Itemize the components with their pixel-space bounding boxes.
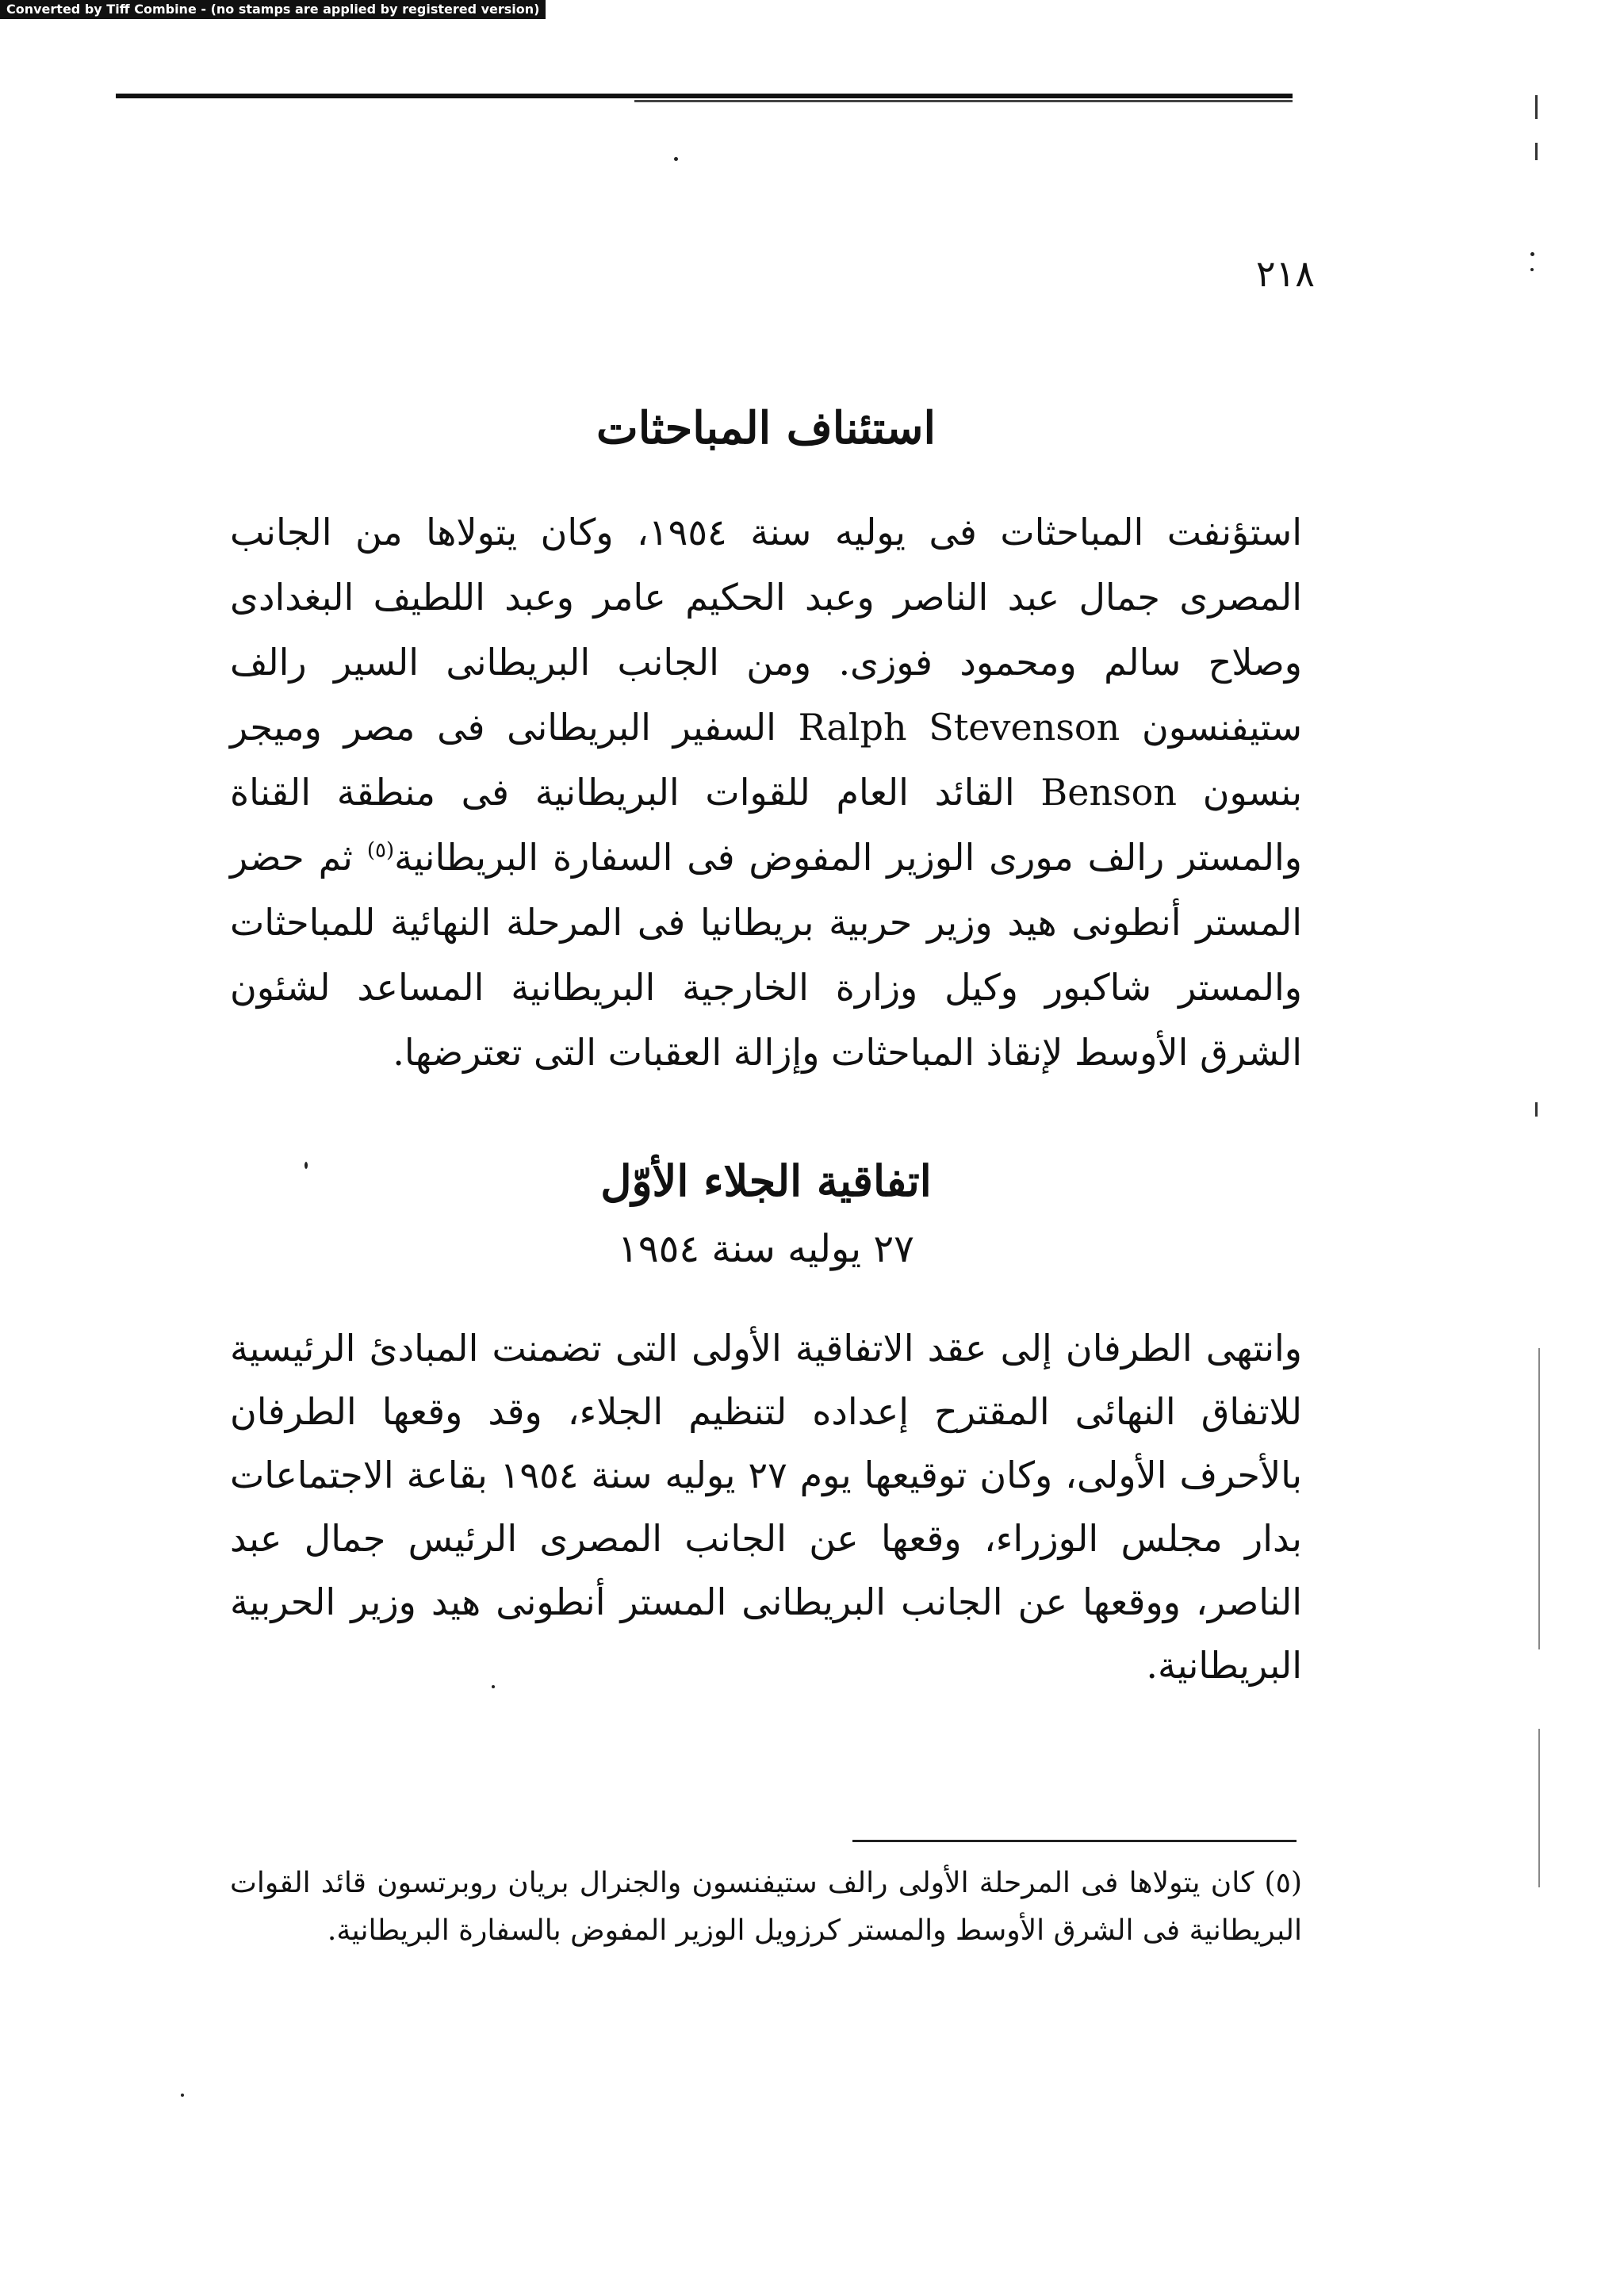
- footnote-separator: [852, 1840, 1297, 1842]
- scan-edge-mark: [1535, 95, 1538, 119]
- page-number: ٢١٨: [1255, 252, 1315, 295]
- scan-edge-mark: [1535, 1102, 1538, 1117]
- scan-speck: [181, 2094, 184, 2097]
- paragraph-text-part-3: القائد العام للقوات البريطانية فى منطقة القناة والمستر رالف مورى الوزير المفوض فى السفارة البريطانية: [230, 771, 1302, 879]
- latin-name-stevenson: Ralph Stevenson: [798, 706, 1120, 749]
- scan-speck: [304, 1162, 308, 1169]
- scan-speck: [1530, 252, 1534, 256]
- section-date: ٢٧ يوليه سنة ١٩٥٤: [618, 1227, 914, 1271]
- scan-edge-mark: [1535, 143, 1538, 160]
- header-rule: [116, 94, 1293, 100]
- scan-speck: [674, 157, 678, 161]
- scan-speck: [492, 1685, 495, 1688]
- scan-speck: [1530, 268, 1534, 271]
- footnote-5: (٥) كان يتولاها فى المرحلة الأولى رالف ستيفنسون والجنرال بريان روبرتسون قائد القوات البريطانية فى الشرق الأوسط والمستر كرزويل الوزير المفوض بالسفارة البريطانية.: [230, 1867, 1302, 1947]
- latin-name-benson: Benson: [1040, 771, 1178, 814]
- paragraph-agreement: وانتهى الطرفان إلى عقد الاتفاقية الأولى التى تضمنت المبادئ الرئيسية للاتفاق النهائى المقترح إعداده لتنظيم الجلاء، وقد وقعها الطرفان بالأحرف الأولى، وكان توقيعها يوم ٢٧ يوليه سنة ١٩٥٤ بقاعة الاجتماعات بدار مجلس الوزراء، وقعها عن الجانب المصرى الرئيس جمال عبد الناصر، ووقعها عن الجانب البريطانى المستر أنطونى هيد وزير الحربية البريطانية.: [230, 1327, 1303, 1687]
- header-rule-secondary: [634, 100, 1293, 102]
- converter-banner: Converted by Tiff Combine - (no stamps are applied by registered version): [0, 0, 546, 19]
- paragraph-text-part-4: ثم حضر المستر أنطونى هيد وزير حربية بريطانيا فى المرحلة النهائية للمباحثات والمستر شاكبور وكيل وزارة الخارجية البريطانية المساعد لشئون الشرق الأوسط لإنقاذ المباحثات وإزالة العقبات التى تعترضها.: [230, 836, 1302, 1074]
- paragraph-text-part-2: السفير البريطانى فى مصر وميجر بنسون: [230, 706, 1302, 814]
- section-title-first-evacuation-agreement: اتفاقية الجلاء الأوّل: [600, 1155, 932, 1206]
- paragraph-resumption: [230, 500, 1302, 1085]
- paragraph-text-part-1: استؤنفت المباحثات فى يوليه سنة ١٩٥٤، وكان يتولاها من الجانب المصرى جمال عبد الناصر وعبد الحكيم عامر وعبد اللطيف البغدادى وصلاح سالم ومحمود فوزى. ومن الجانب البريطانى السير رالف ستيفنسون: [230, 511, 1303, 749]
- section-title-resumption: استئناف المباحثات: [596, 402, 936, 454]
- scan-edge-mark: [1538, 1729, 1540, 1887]
- footnote-reference-5[interactable]: (٥): [366, 838, 395, 863]
- scan-edge-mark: [1538, 1348, 1540, 1649]
